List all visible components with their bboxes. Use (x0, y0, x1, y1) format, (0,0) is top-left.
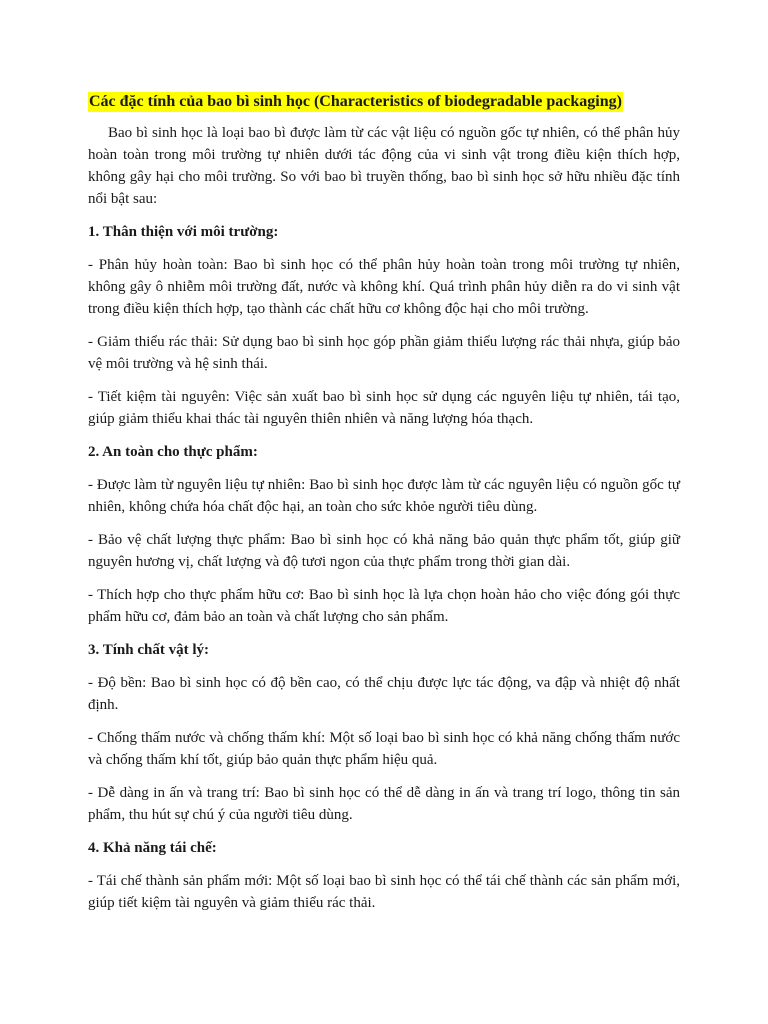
section-heading: 2. An toàn cho thực phẩm: (88, 444, 258, 460)
list-item: - Thích hợp cho thực phẩm hữu cơ: Bao bì sinh học là lựa chọn hoàn hảo cho việc đóng gói thực phẩm hữu cơ, đảm bảo an toàn và chất lượng cho sản phẩm. (88, 587, 680, 625)
list-item: - Giảm thiểu rác thải: Sử dụng bao bì sinh học góp phần giảm thiểu lượng rác thải nhựa, giúp bảo vệ môi trường và hệ sinh thái. (88, 334, 680, 372)
section-environment (88, 221, 680, 430)
section-food-safety (88, 441, 680, 628)
list-item: - Được làm từ nguyên liệu tự nhiên: Bao bì sinh học được làm từ các nguyên liệu có nguồn gốc tự nhiên, không chứa hóa chất độc hại, an toàn cho sức khỏe người tiêu dùng. (88, 477, 680, 515)
list-item: - Phân hủy hoàn toàn: Bao bì sinh học có thể phân hủy hoàn toàn trong môi trường tự nhiên, không gây ô nhiễm môi trường đất, nước và không khí. Quá trình phân hủy diễn ra do vi sinh vật trong điều kiện thích hợp, tạo thành các chất hữu cơ không độc hại cho môi trường. (88, 257, 680, 317)
list-item: - Bảo vệ chất lượng thực phẩm: Bao bì sinh học có khả năng bảo quản thực phẩm tốt, giúp giữ nguyên hương vị, chất lượng và độ tươi ngon của thực phẩm trong thời gian dài. (88, 532, 680, 570)
document-page (88, 92, 680, 925)
list-item: - Dễ dàng in ấn và trang trí: Bao bì sinh học có thể dễ dàng in ấn và trang trí logo, thông tin sản phẩm, thu hút sự chú ý của người tiêu dùng. (88, 785, 680, 823)
section-heading: 3. Tính chất vật lý: (88, 642, 209, 658)
list-item: - Độ bền: Bao bì sinh học có độ bền cao, có thể chịu được lực tác động, va đập và nhiệt độ nhất định. (88, 675, 680, 713)
section-physical-properties (88, 639, 680, 826)
section-recyclability (88, 837, 680, 914)
section-heading: 1. Thân thiện với môi trường: (88, 224, 279, 240)
intro-paragraph: Bao bì sinh học là loại bao bì được làm từ các vật liệu có nguồn gốc tự nhiên, có thể phân hủy hoàn toàn trong môi trường tự nhiên dưới tác động của vi sinh vật trong điều kiện thích hợp, không gây hại cho môi trường. So với bao bì truyền thống, bao bì sinh học sở hữu nhiều đặc tính nổi bật sau: (88, 125, 680, 207)
section-heading: 4. Khả năng tái chế: (88, 840, 217, 856)
list-item: - Tiết kiệm tài nguyên: Việc sản xuất bao bì sinh học sử dụng các nguyên liệu tự nhiên, tái tạo, giúp giảm thiểu khai thác tài nguyên thiên nhiên và năng lượng hóa thạch. (88, 389, 680, 427)
document-title: Các đặc tính của bao bì sinh học (Characteristics of biodegradable packaging) (89, 93, 622, 110)
list-item: - Tái chế thành sản phẩm mới: Một số loại bao bì sinh học có thể tái chế thành các sản phẩm mới, giúp tiết kiệm tài nguyên và giảm thiểu rác thải. (88, 873, 680, 911)
list-item: - Chống thấm nước và chống thấm khí: Một số loại bao bì sinh học có khả năng chống thấm nước và chống thấm khí tốt, giúp bảo quản thực phẩm hiệu quả. (88, 730, 680, 768)
